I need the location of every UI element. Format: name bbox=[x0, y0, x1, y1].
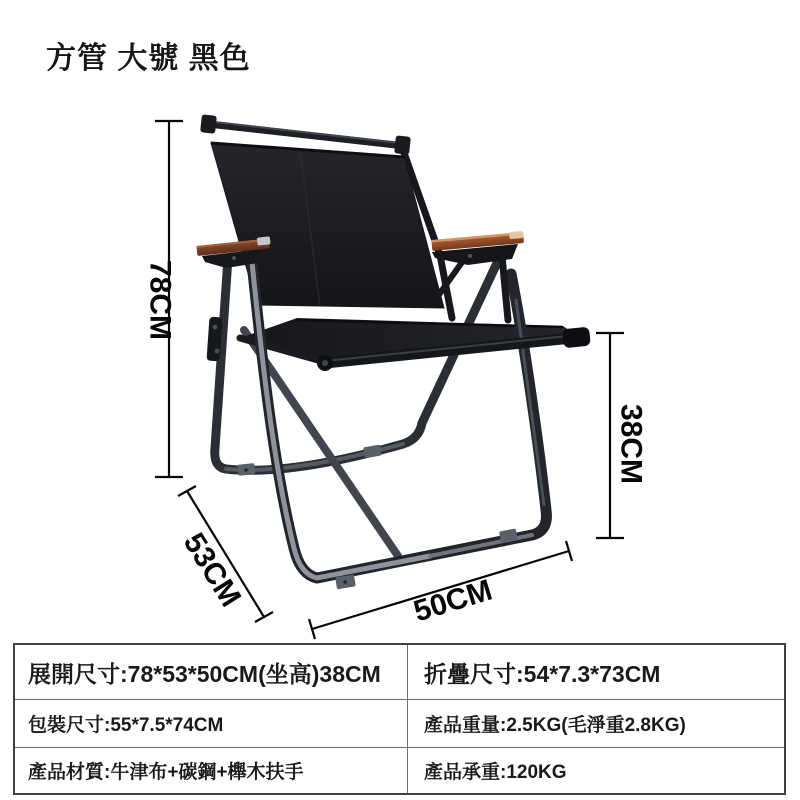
spec-cell-open-size: 展開尺寸:78*53*50CM(坐高)38CM bbox=[28, 660, 381, 687]
spec-cell-folded-size: 折疊尺寸:54*7.3*73CM bbox=[407, 645, 784, 699]
spec-cell-load: 產品承重:120KG bbox=[407, 747, 784, 793]
dim-label-width: 50CM bbox=[409, 573, 497, 629]
spec-table bbox=[13, 643, 786, 795]
page-title: 方管 大號 黑色 bbox=[46, 42, 251, 75]
dim-label-depth: 53CM bbox=[176, 527, 248, 613]
leg-frame-front bbox=[252, 262, 546, 578]
spec-cell-package-size: 包裝尺寸:55*7.5*74CM bbox=[15, 699, 407, 747]
dim-label-back-height: 78CM bbox=[143, 259, 177, 341]
spec-cell-weight: 產品重量:2.5KG(毛淨重2.8KG) bbox=[407, 699, 784, 747]
dim-label-seat-height: 38CM bbox=[614, 403, 648, 485]
spec-cell-material: 產品材質:牛津布+碳鋼+櫸木扶手 bbox=[15, 747, 407, 793]
